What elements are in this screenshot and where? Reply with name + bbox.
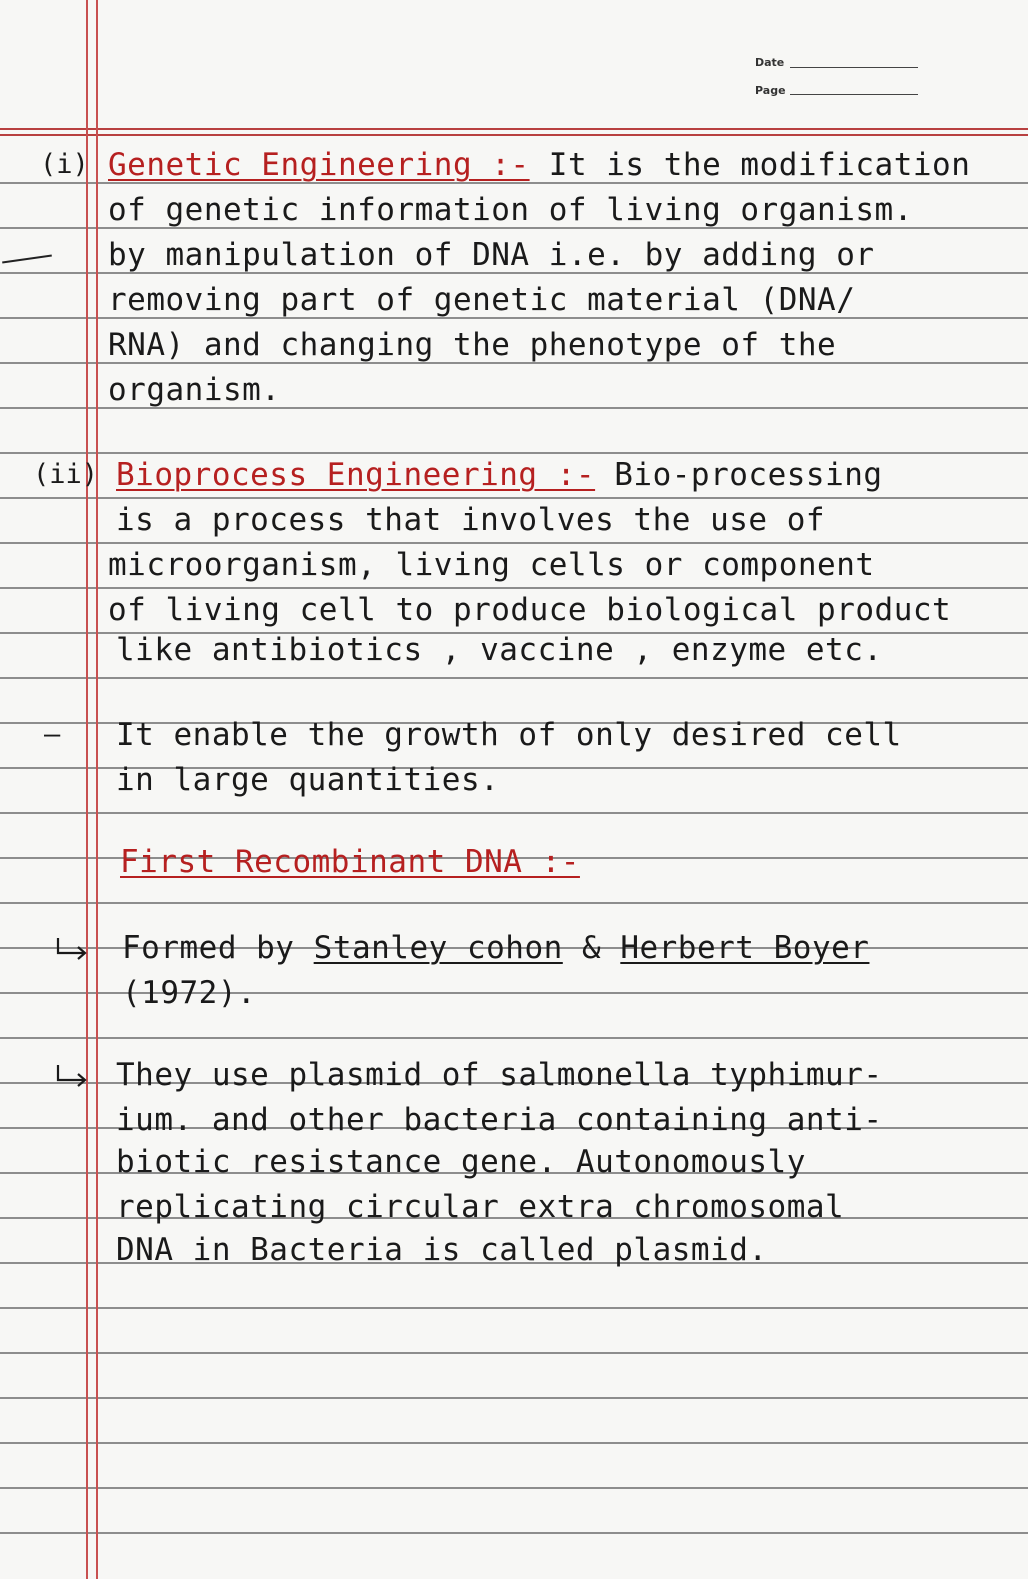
section-1-line-4: removing part of genetic material (DNA/ xyxy=(108,282,856,318)
top-red-line xyxy=(0,128,1028,130)
section-1-line-3: by manipulation of DNA i.e. by adding or xyxy=(108,237,875,273)
section-6-line-2: ium. and other bacteria containing anti- xyxy=(116,1102,883,1138)
section-1-marker: (i) xyxy=(40,149,89,180)
section-2-line-4: of living cell to produce biological product xyxy=(108,592,952,628)
section-1-line-6: organism. xyxy=(108,372,281,408)
section-2-line-3: microorganism, living cells or component xyxy=(108,547,875,583)
ruled-line xyxy=(0,1487,1028,1489)
hook-arrow-icon xyxy=(52,935,92,965)
section-1-line-2: of genetic information of living organism. xyxy=(108,192,913,228)
section-1-line-1 xyxy=(108,145,970,185)
formed-by-text: Formed by xyxy=(122,930,295,966)
ruled-line xyxy=(0,1307,1028,1309)
ruled-line xyxy=(0,902,1028,904)
section-2-line-2: is a process that involves the use of xyxy=(116,502,826,538)
section-6-line-3: biotic resistance gene. Autonomously xyxy=(116,1144,806,1180)
ruled-line xyxy=(0,542,1028,544)
section-2-line-1-rest: Bio-processing xyxy=(614,457,883,493)
margin-dash xyxy=(2,255,52,264)
stanley-cohon-text: Stanley cohon xyxy=(313,930,563,966)
ampersand-text: & xyxy=(581,930,602,966)
section-3-line-2: in large quantities. xyxy=(116,762,500,798)
ruled-line xyxy=(0,452,1028,454)
herbert-boyer-text: Herbert Boyer xyxy=(620,930,870,966)
hook-arrow-icon xyxy=(52,1062,92,1092)
ruled-line xyxy=(0,1442,1028,1444)
page-line xyxy=(790,94,918,95)
date-label: Date xyxy=(755,56,785,69)
first-recombinant-dna-heading: First Recombinant DNA :- xyxy=(120,844,580,880)
section-6-line-1: They use plasmid of salmonella typhimur- xyxy=(116,1057,883,1093)
section-2-line-1 xyxy=(116,455,883,495)
section-3-line-1: It enable the growth of only desired cell xyxy=(116,717,902,753)
section-1-line-1-rest: It is the modification xyxy=(548,147,971,183)
ruled-line xyxy=(0,587,1028,589)
ruled-line xyxy=(0,677,1028,679)
ruled-line xyxy=(0,1397,1028,1399)
section-2-line-5: like antibiotics , vaccine , enzyme etc. xyxy=(116,632,883,668)
section-1-title: Genetic Engineering :- xyxy=(108,147,530,183)
section-5-line-1 xyxy=(122,928,869,968)
section-6-line-4: replicating circular extra chromosomal xyxy=(116,1189,845,1225)
ruled-line xyxy=(0,497,1028,499)
ruled-line xyxy=(0,1532,1028,1534)
margin-line-right xyxy=(96,0,98,1579)
ruled-line xyxy=(0,812,1028,814)
section-5-line-2: (1972). xyxy=(122,975,257,1011)
section-1-line-5: RNA) and changing the phenotype of the xyxy=(108,327,837,363)
section-2-marker: (ii) xyxy=(33,459,99,490)
margin-line-left xyxy=(86,0,88,1579)
section-3-marker: — xyxy=(44,719,61,750)
page-label: Page xyxy=(755,84,786,97)
section-2-title: Bioprocess Engineering :- xyxy=(116,457,596,493)
top-red-line-2 xyxy=(0,134,1028,136)
section-6-line-5: DNA in Bacteria is called plasmid. xyxy=(116,1232,768,1268)
ruled-line xyxy=(0,1037,1028,1039)
ruled-line xyxy=(0,1352,1028,1354)
date-line xyxy=(790,67,918,68)
